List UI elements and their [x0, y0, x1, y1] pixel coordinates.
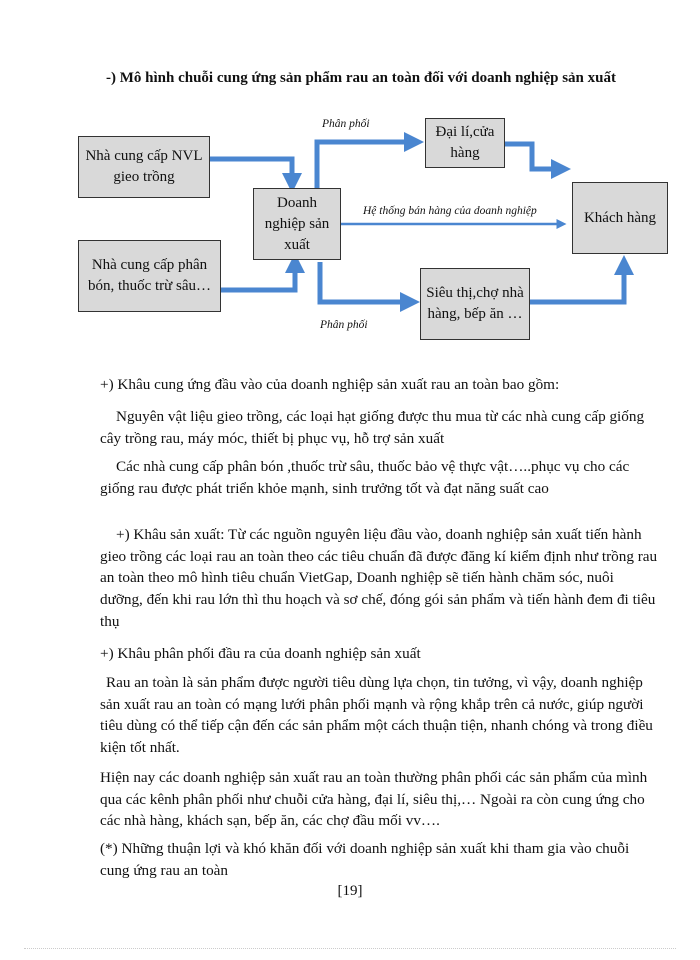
supplier-fertilizer-box: Nhà cung cấp phân bón, thuốc trừ sâu…: [78, 240, 221, 312]
label-bottom-distribution: Phân phối: [320, 319, 368, 331]
page-edge-divider: [24, 948, 676, 949]
paragraph: Nguyên vật liệu gieo trồng, các loại hạt giống được thu mua từ các nhà cung cấp giống cây trồng rau, máy móc, thiết bị phục vụ, hỗ trợ sản xuất: [100, 408, 645, 447]
paragraph: Rau an toàn là sản phẩm được người tiêu dùng lựa chọn, tin tưởng, vì vậy, doanh nghiệp sản xuất rau an toàn có mạng lưới phân phối mạnh và rộng khắp trên cả nước, giúp người tiêu dùng có thể tiếp cận đến các sản phẩm một cách thuận tiện, nhanh chóng và trong điều kiện tốt nhất.: [100, 674, 653, 757]
section-heading: -) Mô hình chuỗi cung ứng sản phẩm rau an toàn đối với doanh nghiệp sản xuất: [106, 70, 616, 86]
paragraph: +) Khâu cung ứng đầu vào của doanh nghiệp sản xuất rau an toàn bao gồm:: [100, 376, 560, 393]
paragraph: Hiện nay các doanh nghiệp sản xuất rau an toàn thường phân phối các sản phẩm của mình qua các kênh phân phối như chuỗi cửa hàng, đại lí, siêu thị,… Ngoài ra còn cung ứng cho các nhà hàng, khách sạn, bếp ăn, các chợ đầu mối vv….: [100, 769, 648, 830]
label-direct-sales: Hệ thống bán hàng của doanh nghiệp: [363, 205, 537, 217]
paragraph: +) Khâu sản xuất: Từ các nguồn nguyên liệu đầu vào, doanh nghiệp sản xuất tiến hành gieo trồng các loại rau an toàn theo các tiêu chuẩn đã được đăng kí kiểm định như trồng rau an toàn theo mô hình tiêu chuẩn VietGap, Doanh nghiệp sẽ tiến hành chăm sóc, nuôi dưỡng, đến khi rau lớn thì thu hoạch và sơ chế, đóng gói sản phẩm và tiến hành đem đi tiêu thụ: [100, 526, 658, 630]
arrow-producer-to-agent: [317, 142, 415, 190]
supplier-seed-box: Nhà cung cấp NVL gieo trồng: [78, 136, 210, 198]
arrow-agent-to-customer: [505, 144, 562, 169]
supermarket-box: Siêu thị,chợ nhà hàng, bếp ăn …: [420, 268, 530, 340]
paragraph: +) Khâu phân phối đầu ra của doanh nghiệp sản xuất: [100, 645, 421, 662]
label-top-distribution: Phân phối: [322, 118, 370, 130]
paragraph: Các nhà cung cấp phân bón ,thuốc trừ sâu, thuốc bảo vệ thực vật…..phục vụ cho các giống rau được phát triển khỏe mạnh, sinh trưởng tốt và đạt năng suất cao: [100, 458, 630, 497]
arrow-fert-to-producer: [221, 262, 295, 290]
paragraph: (*) Những thuận lợi và khó khăn đối với doanh nghiệp sản xuất khi tham gia vào chuỗi cung ứng rau an toàn: [100, 840, 630, 879]
customer-box: Khách hàng: [572, 182, 668, 254]
page-number: [19]: [337, 883, 363, 899]
arrow-producer-to-supermarket: [320, 262, 411, 302]
arrow-supermarket-to-customer: [530, 264, 624, 302]
agent-box: Đại lí,cửa hàng: [425, 118, 505, 168]
arrow-seed-to-producer: [210, 159, 292, 184]
producer-box: Doanh nghiệp sản xuất: [253, 188, 341, 260]
